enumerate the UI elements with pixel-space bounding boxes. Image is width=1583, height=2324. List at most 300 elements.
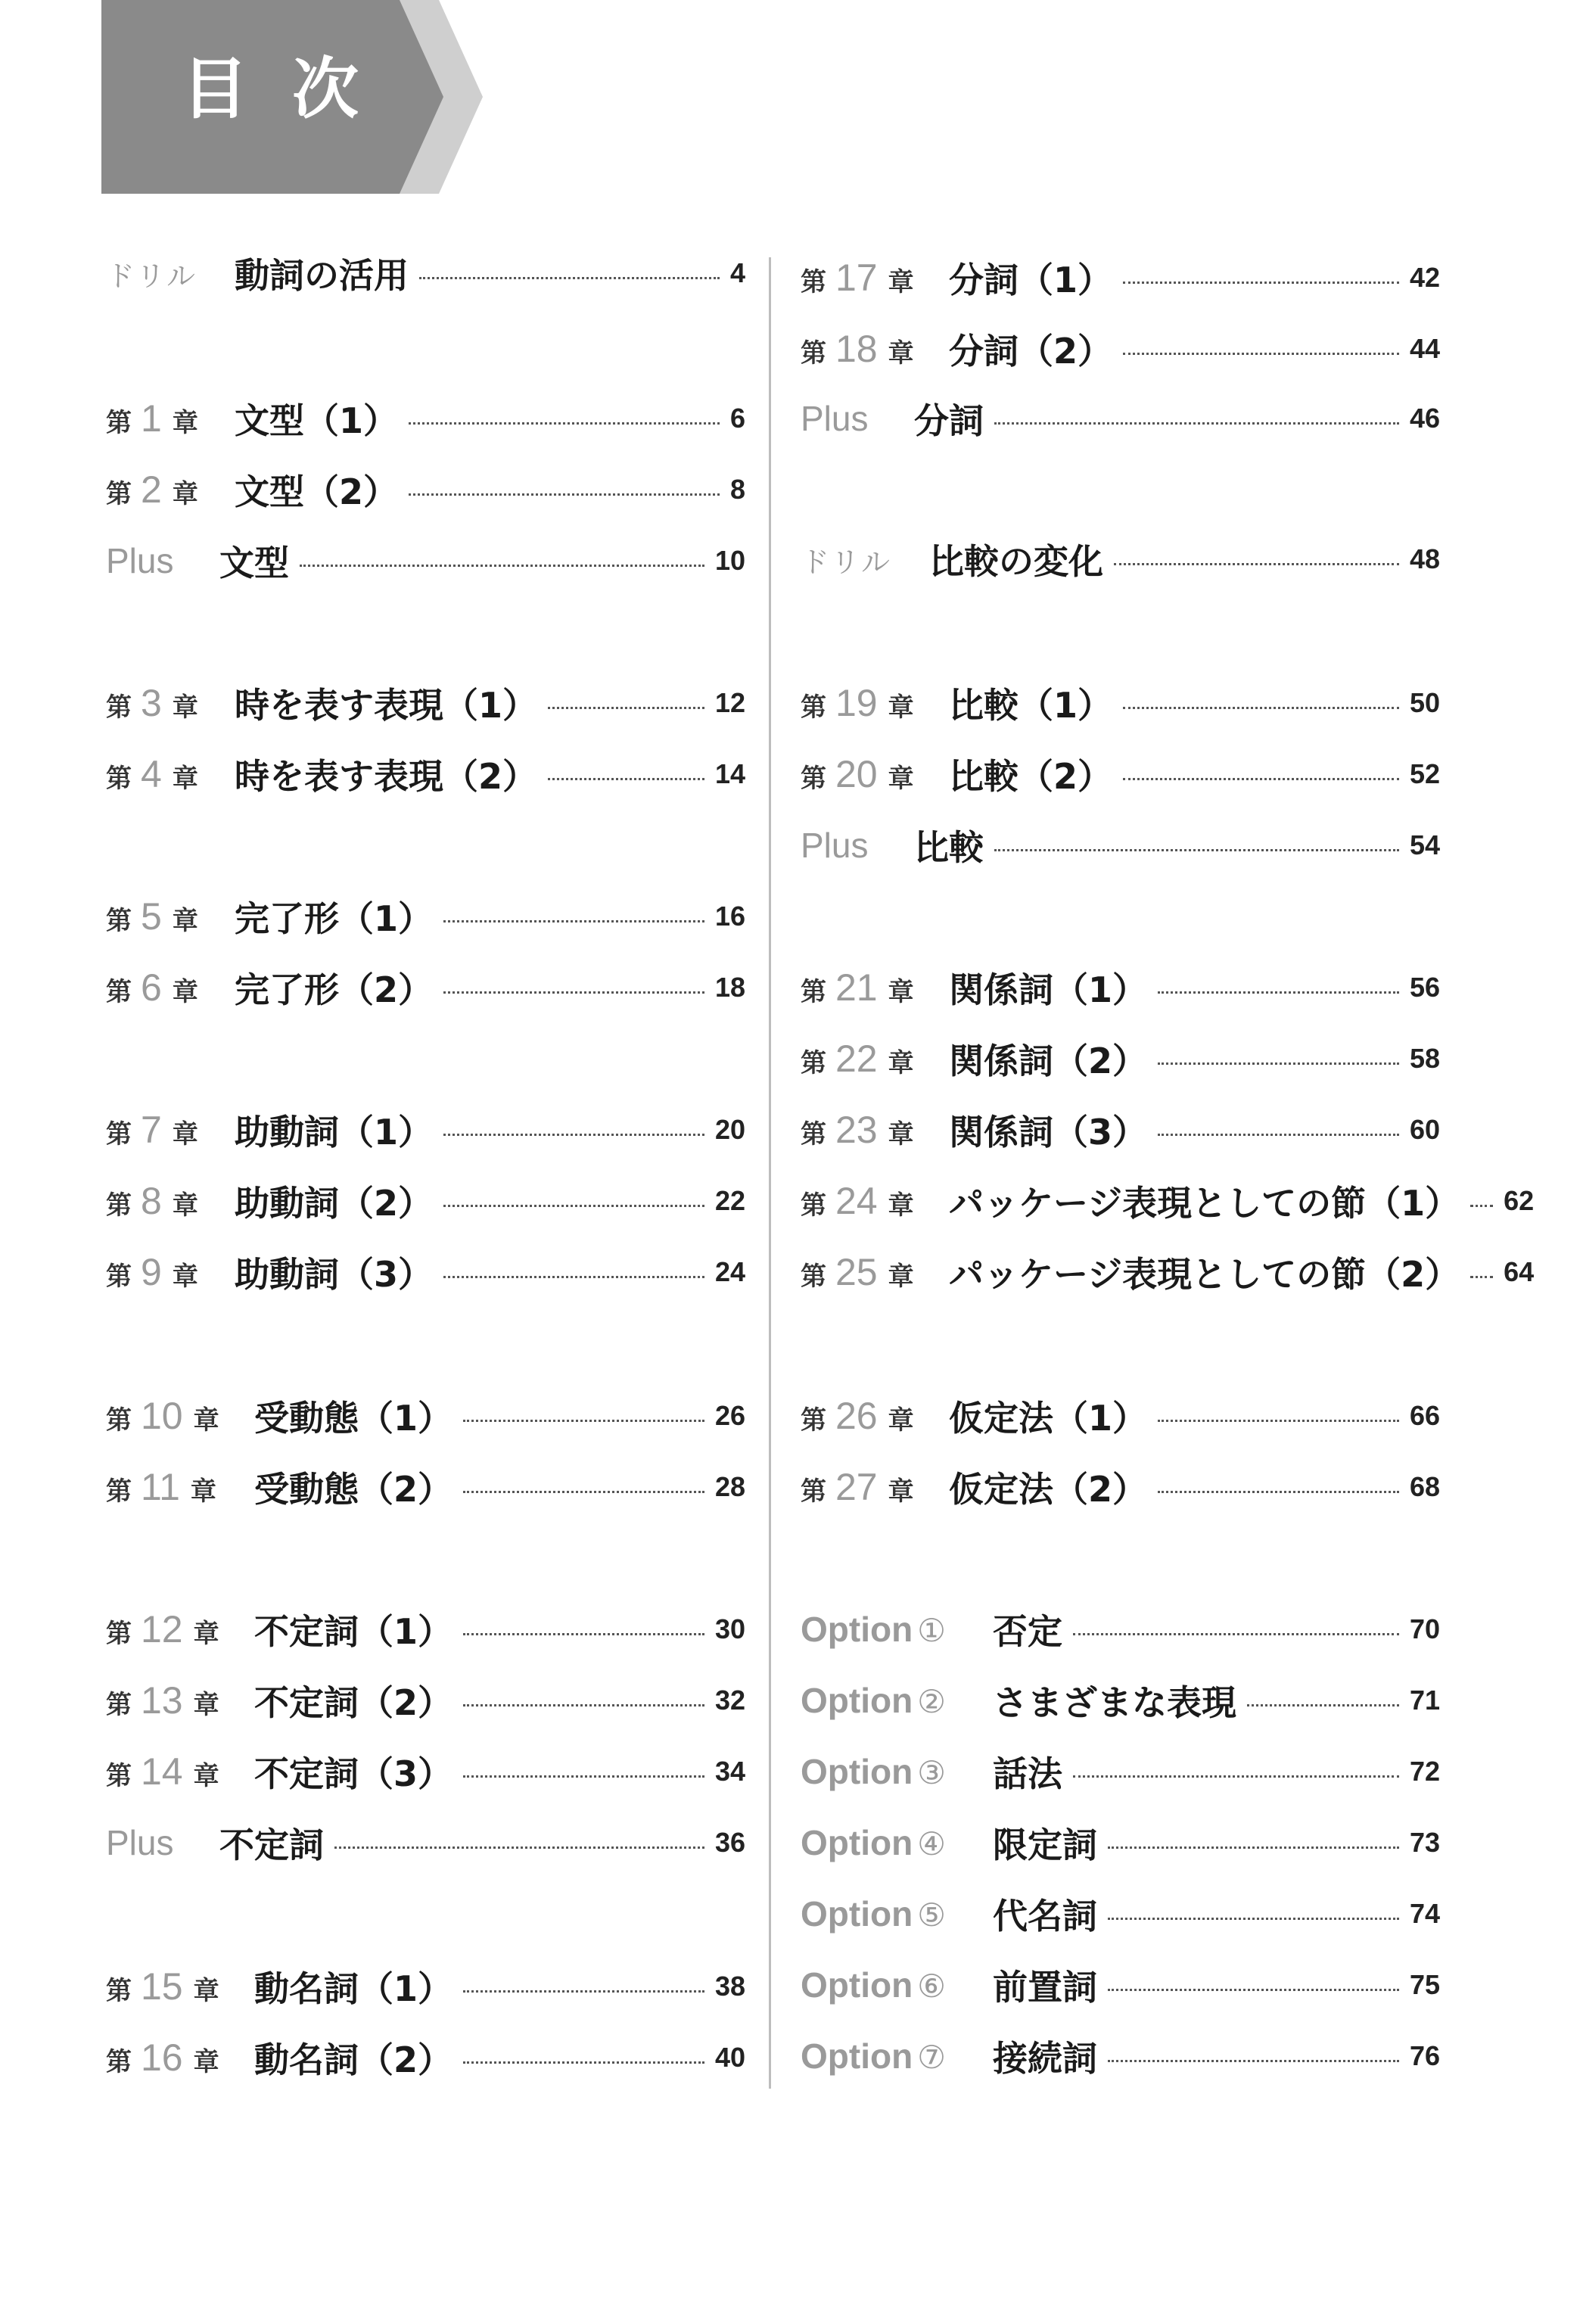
dot-leader — [548, 778, 704, 780]
entry-title: 助動詞（3） — [235, 1254, 434, 1295]
option-number: ② — [917, 1683, 946, 1720]
toc-entry[interactable] — [801, 1816, 1440, 1869]
toc-entry[interactable] — [801, 2030, 1440, 2083]
page-number: 70 — [1409, 1613, 1440, 1644]
entry-prefix — [106, 540, 219, 581]
chapter-dai: 第 — [106, 906, 132, 936]
chapter-dai: 第 — [106, 1476, 132, 1507]
dot-leader — [409, 493, 720, 496]
entry-title: 受動態（1） — [254, 1398, 453, 1439]
chapter-dai: 第 — [106, 1262, 132, 1292]
toc-entry[interactable] — [106, 1461, 745, 1514]
dot-leader — [1470, 1276, 1493, 1278]
option-label: Option — [801, 1752, 913, 1791]
entry-title: 完了形（1） — [235, 898, 434, 939]
page-number: 42 — [1409, 262, 1440, 293]
toc-entry[interactable] — [106, 247, 745, 300]
dot-leader — [994, 422, 1399, 425]
entry-prefix — [106, 1678, 254, 1722]
entry-title: パッケージ表現としての節（2） — [949, 1254, 1460, 1295]
page-number: 44 — [1409, 333, 1440, 364]
toc-entry[interactable] — [801, 961, 1440, 1014]
entry-prefix — [801, 1822, 993, 1863]
toc-entry[interactable] — [106, 1745, 745, 1798]
dot-leader — [1123, 778, 1399, 780]
entry-prefix — [801, 1751, 993, 1792]
dot-leader — [443, 920, 704, 922]
toc-entry[interactable] — [106, 1674, 745, 1727]
plus-label: Plus — [801, 826, 869, 865]
option-number: ⑥ — [917, 1968, 946, 2005]
page-number: 58 — [1409, 1043, 1440, 1074]
entry-prefix — [801, 1179, 949, 1223]
page-number: 75 — [1409, 1969, 1440, 2000]
option-number: ③ — [917, 1754, 946, 1791]
page-number: 24 — [714, 1256, 745, 1287]
chapter-dai: 第 — [801, 1048, 826, 1078]
dot-leader — [300, 565, 704, 567]
toc-entry[interactable] — [801, 1103, 1440, 1156]
chapter-dai: 第 — [801, 1476, 826, 1507]
option-label: Option — [801, 1894, 913, 1934]
entry-prefix — [106, 1607, 254, 1651]
entry-title: 限定詞 — [993, 1825, 1097, 1865]
entry-prefix — [106, 1822, 219, 1863]
toc-entry[interactable] — [106, 1816, 745, 1869]
chapter-number: 18 — [835, 328, 878, 370]
chapter-sho: 章 — [888, 977, 914, 1007]
chapter-sho: 章 — [888, 1405, 914, 1436]
entry-title: 動名詞（1） — [254, 1968, 453, 2009]
chapter-dai: 第 — [106, 1190, 132, 1221]
chapter-number: 7 — [141, 1109, 162, 1151]
page-number: 40 — [714, 2042, 745, 2073]
dot-leader — [1108, 1989, 1399, 1991]
entry-title: 接続詞 — [993, 2038, 1097, 2079]
dot-leader — [1073, 1633, 1399, 1635]
toc-entry[interactable] — [801, 1246, 1535, 1299]
entry-title: 不定詞（1） — [254, 1611, 453, 1652]
entry-prefix — [801, 1680, 993, 1721]
toc-entry[interactable] — [106, 534, 745, 587]
entry-title: 比較（2） — [949, 756, 1113, 797]
column-divider — [769, 257, 771, 2089]
dot-leader — [443, 1134, 704, 1136]
entry-title: 助動詞（2） — [235, 1183, 434, 1224]
entry-prefix — [801, 1465, 949, 1509]
option-label: Option — [801, 1681, 913, 1720]
chapter-dai: 第 — [801, 1262, 826, 1292]
entry-title: 関係詞（1） — [949, 969, 1148, 1010]
entry-prefix — [801, 1893, 993, 1934]
chapter-sho: 章 — [172, 906, 198, 936]
page-number: 46 — [1409, 403, 1440, 434]
chapter-dai: 第 — [801, 1190, 826, 1221]
page-number: 74 — [1409, 1898, 1440, 1929]
option-label: Option — [801, 2036, 913, 2076]
chapter-sho: 章 — [172, 1262, 198, 1292]
chapter-sho: 章 — [193, 1761, 219, 1791]
toc-entry[interactable] — [106, 392, 745, 445]
option-number: ④ — [917, 1825, 946, 1862]
page-number: 22 — [714, 1185, 745, 1216]
toc-entry[interactable] — [801, 748, 1440, 801]
dot-leader — [1158, 1420, 1399, 1422]
option-label: Option — [801, 1965, 913, 2005]
chapter-sho: 章 — [172, 408, 198, 438]
chapter-sho: 章 — [888, 338, 914, 369]
entry-prefix — [801, 681, 949, 725]
toc-entry[interactable] — [801, 322, 1440, 375]
dot-leader — [443, 1276, 704, 1278]
entry-title: 比較 — [914, 827, 984, 868]
chapter-dai: 第 — [106, 1690, 132, 1720]
chapter-sho: 章 — [172, 1119, 198, 1150]
chapter-sho: 章 — [172, 764, 198, 794]
entry-title: 仮定法（1） — [949, 1398, 1148, 1439]
entry-prefix — [801, 825, 914, 866]
page-number: 56 — [1409, 972, 1440, 1003]
entry-title: 前置詞 — [993, 1967, 1097, 2008]
chapter-dai: 第 — [106, 692, 132, 723]
entry-prefix — [801, 539, 929, 580]
entry-prefix — [801, 1394, 949, 1438]
chapter-dai: 第 — [106, 1976, 132, 2006]
entry-title: 文型 — [219, 543, 289, 583]
entry-prefix — [106, 253, 235, 294]
chapter-number: 19 — [835, 682, 878, 724]
entry-prefix — [801, 1965, 993, 2005]
toc-entry[interactable] — [801, 1674, 1440, 1727]
toc-entry[interactable] — [106, 2031, 745, 2084]
toc-entry[interactable] — [106, 1246, 745, 1299]
dot-leader — [443, 1205, 704, 1207]
toc-entry[interactable] — [801, 533, 1440, 586]
page-number: 71 — [1409, 1685, 1440, 1716]
chapter-number: 26 — [835, 1395, 878, 1437]
page-number: 32 — [714, 1685, 745, 1716]
chapter-sho: 章 — [193, 2047, 219, 2077]
dot-leader — [548, 707, 704, 709]
toc-entry[interactable] — [801, 1032, 1440, 1085]
entry-prefix — [106, 2036, 254, 2080]
drill-label: ドリル — [106, 259, 197, 293]
page-number: 6 — [729, 403, 745, 434]
toc-entry[interactable] — [106, 1174, 745, 1227]
entry-prefix — [106, 1394, 254, 1438]
page-number: 4 — [729, 257, 745, 288]
toc-entry[interactable] — [801, 819, 1440, 872]
chapter-number: 21 — [835, 966, 878, 1009]
chapter-sho: 章 — [190, 1476, 216, 1507]
entry-prefix — [801, 1250, 949, 1294]
entry-title: 時を表す表現（2） — [235, 756, 538, 797]
entry-prefix — [106, 966, 235, 1010]
entry-prefix — [106, 397, 235, 440]
page-number: 68 — [1409, 1471, 1440, 1502]
entry-title: 代名詞 — [993, 1896, 1097, 1937]
dot-leader — [1114, 563, 1399, 565]
toc-entry[interactable] — [801, 1958, 1440, 2011]
chapter-sho: 章 — [888, 764, 914, 794]
toc-entry[interactable] — [801, 677, 1440, 730]
entry-prefix — [801, 1609, 993, 1650]
entry-prefix — [801, 1037, 949, 1081]
toc-entry[interactable] — [801, 1174, 1535, 1227]
chapter-number: 3 — [141, 682, 162, 724]
chapter-number: 25 — [835, 1251, 878, 1293]
toc-entry[interactable] — [106, 677, 745, 730]
chapter-number: 17 — [835, 257, 878, 299]
entry-prefix — [106, 1179, 235, 1223]
page-title: 目次 — [182, 50, 403, 128]
chapter-sho: 章 — [888, 692, 914, 723]
dot-leader — [463, 1633, 704, 1635]
plus-label: Plus — [801, 399, 869, 438]
dot-leader — [334, 1846, 704, 1849]
dot-leader — [1073, 1775, 1399, 1778]
entry-title: 分詞（1） — [949, 260, 1113, 300]
toc-entry[interactable] — [801, 1461, 1440, 1514]
toc-entry[interactable] — [106, 1389, 745, 1442]
entry-title: 分詞（2） — [949, 331, 1113, 372]
chapter-number: 8 — [141, 1180, 162, 1222]
chapter-number: 9 — [141, 1251, 162, 1293]
chapter-sho: 章 — [193, 1690, 219, 1720]
toc-entry[interactable] — [801, 251, 1440, 304]
entry-title: 否定 — [993, 1611, 1062, 1652]
chapter-number: 1 — [141, 397, 162, 440]
chapter-number: 22 — [835, 1038, 878, 1080]
page-number: 62 — [1504, 1185, 1535, 1216]
page-number: 73 — [1409, 1827, 1440, 1858]
chapter-number: 15 — [141, 1965, 183, 2008]
dot-leader — [1470, 1205, 1493, 1207]
chapter-dai: 第 — [801, 1119, 826, 1150]
toc-entry[interactable] — [801, 392, 1440, 445]
entry-title: 仮定法（2） — [949, 1469, 1148, 1510]
chapter-number: 11 — [141, 1466, 180, 1508]
chapter-dai: 第 — [801, 764, 826, 794]
chapter-dai: 第 — [106, 1761, 132, 1791]
chapter-dai: 第 — [106, 1119, 132, 1150]
entry-title: 関係詞（3） — [949, 1112, 1148, 1153]
entry-prefix — [801, 398, 914, 439]
page-number: 26 — [714, 1400, 745, 1431]
chapter-sho: 章 — [193, 1976, 219, 2006]
chapter-dai: 第 — [801, 338, 826, 369]
option-number: ① — [917, 1612, 946, 1649]
page-number: 48 — [1409, 543, 1440, 574]
entry-title: 助動詞（1） — [235, 1112, 434, 1153]
chapter-number: 2 — [141, 468, 162, 511]
dot-leader — [463, 1420, 704, 1422]
dot-leader — [1108, 1918, 1399, 1920]
dot-leader — [1158, 1134, 1399, 1136]
chapter-sho: 章 — [888, 1048, 914, 1078]
chapter-dai: 第 — [801, 692, 826, 723]
chapter-sho: 章 — [888, 1190, 914, 1221]
entry-prefix — [106, 468, 235, 512]
entry-title: 動名詞（2） — [254, 2039, 453, 2080]
dot-leader — [419, 277, 720, 279]
dot-leader — [463, 1491, 704, 1493]
chapter-sho: 章 — [172, 692, 198, 723]
entry-prefix — [801, 752, 949, 796]
chapter-sho: 章 — [888, 1476, 914, 1507]
entry-title: 分詞 — [914, 400, 984, 441]
toc-entry[interactable] — [106, 890, 745, 943]
page-number: 20 — [714, 1114, 745, 1145]
page-number: 66 — [1409, 1400, 1440, 1431]
dot-leader — [1108, 1846, 1399, 1849]
entry-title: 比較の変化 — [929, 541, 1103, 582]
entry-title: 受動態（2） — [254, 1469, 453, 1510]
chapter-sho: 章 — [888, 1262, 914, 1292]
entry-title: 動詞の活用 — [235, 255, 409, 296]
toc-entry[interactable] — [801, 1603, 1440, 1656]
chapter-sho: 章 — [193, 1405, 219, 1436]
page-number: 60 — [1409, 1114, 1440, 1145]
entry-title: さまざまな表現 — [993, 1682, 1236, 1723]
entry-prefix — [801, 1108, 949, 1152]
plus-label: Plus — [106, 1823, 174, 1862]
entry-prefix — [801, 327, 949, 371]
page-number: 34 — [714, 1756, 745, 1787]
chapter-sho: 章 — [193, 1619, 219, 1649]
page-number: 14 — [714, 758, 745, 789]
dot-leader — [1123, 282, 1399, 284]
dot-leader — [463, 1704, 704, 1706]
page-number: 28 — [714, 1471, 745, 1502]
dot-leader — [463, 1775, 704, 1778]
plus-label: Plus — [106, 541, 174, 580]
chapter-dai: 第 — [106, 977, 132, 1007]
page-number: 76 — [1409, 2040, 1440, 2071]
dot-leader — [463, 1990, 704, 1993]
entry-title: 不定詞（2） — [254, 1682, 453, 1723]
entry-title: 文型（2） — [235, 471, 399, 512]
chapter-dai: 第 — [106, 479, 132, 509]
chapter-number: 5 — [141, 895, 162, 938]
entry-prefix — [106, 1250, 235, 1294]
page-number: 50 — [1409, 687, 1440, 718]
entry-prefix — [106, 681, 235, 725]
dot-leader — [409, 422, 720, 425]
entry-prefix — [801, 966, 949, 1010]
chapter-sho: 章 — [172, 1190, 198, 1221]
chapter-number: 4 — [141, 753, 162, 795]
toc-entry[interactable] — [106, 1103, 745, 1156]
dot-leader — [994, 849, 1399, 851]
page-number: 72 — [1409, 1756, 1440, 1787]
chapter-sho: 章 — [172, 977, 198, 1007]
entry-prefix — [801, 2036, 993, 2077]
page-number: 36 — [714, 1827, 745, 1858]
entry-prefix — [106, 1465, 254, 1509]
entry-prefix — [106, 1750, 254, 1794]
chapter-dai: 第 — [801, 1405, 826, 1436]
entry-title: 時を表す表現（1） — [235, 685, 538, 726]
page-number: 8 — [729, 474, 745, 505]
chapter-number: 23 — [835, 1109, 878, 1151]
entry-prefix — [106, 1965, 254, 2008]
page-number: 10 — [714, 545, 745, 576]
entry-title: 文型（1） — [235, 400, 399, 441]
dot-leader — [1108, 2060, 1399, 2062]
entry-title: 完了形（2） — [235, 969, 434, 1010]
chapter-sho: 章 — [888, 267, 914, 297]
page-number: 12 — [714, 687, 745, 718]
toc-entry[interactable] — [801, 1887, 1440, 1940]
dot-leader — [1123, 353, 1399, 355]
chapter-sho: 章 — [888, 1119, 914, 1150]
chapter-number: 24 — [835, 1180, 878, 1222]
entry-title: 不定詞 — [219, 1825, 324, 1865]
toc-entry[interactable] — [801, 1389, 1440, 1442]
chapter-dai: 第 — [106, 2047, 132, 2077]
chapter-dai: 第 — [106, 1619, 132, 1649]
entry-prefix — [106, 1108, 235, 1152]
dot-leader — [1123, 707, 1399, 709]
toc-entry[interactable] — [106, 961, 745, 1014]
option-label: Option — [801, 1823, 913, 1862]
toc-entry[interactable] — [801, 1745, 1440, 1798]
chapter-number: 16 — [141, 2036, 183, 2079]
chapter-number: 6 — [141, 966, 162, 1009]
entry-prefix — [801, 256, 949, 300]
option-number: ⑤ — [917, 1896, 946, 1934]
entry-title: 比較（1） — [949, 685, 1113, 726]
dot-leader — [443, 991, 704, 994]
chapter-number: 27 — [835, 1466, 878, 1508]
page-number: 52 — [1409, 758, 1440, 789]
dot-leader — [1158, 1062, 1399, 1065]
page-number: 18 — [714, 972, 745, 1003]
entry-title: 話法 — [993, 1753, 1062, 1794]
entry-prefix — [106, 894, 235, 938]
drill-label: ドリル — [801, 545, 892, 579]
chapter-dai: 第 — [801, 267, 826, 297]
toc-entry[interactable] — [106, 463, 745, 516]
page-number: 30 — [714, 1613, 745, 1644]
chapter-number: 14 — [141, 1750, 183, 1793]
page-number: 38 — [714, 1971, 745, 2002]
dot-leader — [1247, 1704, 1399, 1706]
option-label: Option — [801, 1610, 913, 1649]
option-number: ⑦ — [917, 2039, 946, 2076]
page-number: 16 — [714, 901, 745, 932]
toc-entry[interactable] — [106, 748, 745, 801]
dot-leader — [463, 2061, 704, 2064]
chapter-sho: 章 — [172, 479, 198, 509]
toc-entry[interactable] — [106, 1960, 745, 2013]
chapter-number: 12 — [141, 1608, 183, 1650]
chapter-number: 13 — [141, 1679, 183, 1722]
page-number: 54 — [1409, 829, 1440, 860]
entry-title: 不定詞（3） — [254, 1753, 453, 1794]
entry-prefix — [106, 752, 235, 796]
chapter-dai: 第 — [801, 977, 826, 1007]
entry-title: 関係詞（2） — [949, 1041, 1148, 1081]
toc-entry[interactable] — [106, 1603, 745, 1656]
entry-title: パッケージ表現としての節（1） — [949, 1183, 1460, 1224]
dot-leader — [1158, 1491, 1399, 1493]
dot-leader — [1158, 991, 1399, 994]
page-number: 64 — [1504, 1256, 1535, 1287]
chapter-dai: 第 — [106, 1405, 132, 1436]
chapter-dai: 第 — [106, 764, 132, 794]
